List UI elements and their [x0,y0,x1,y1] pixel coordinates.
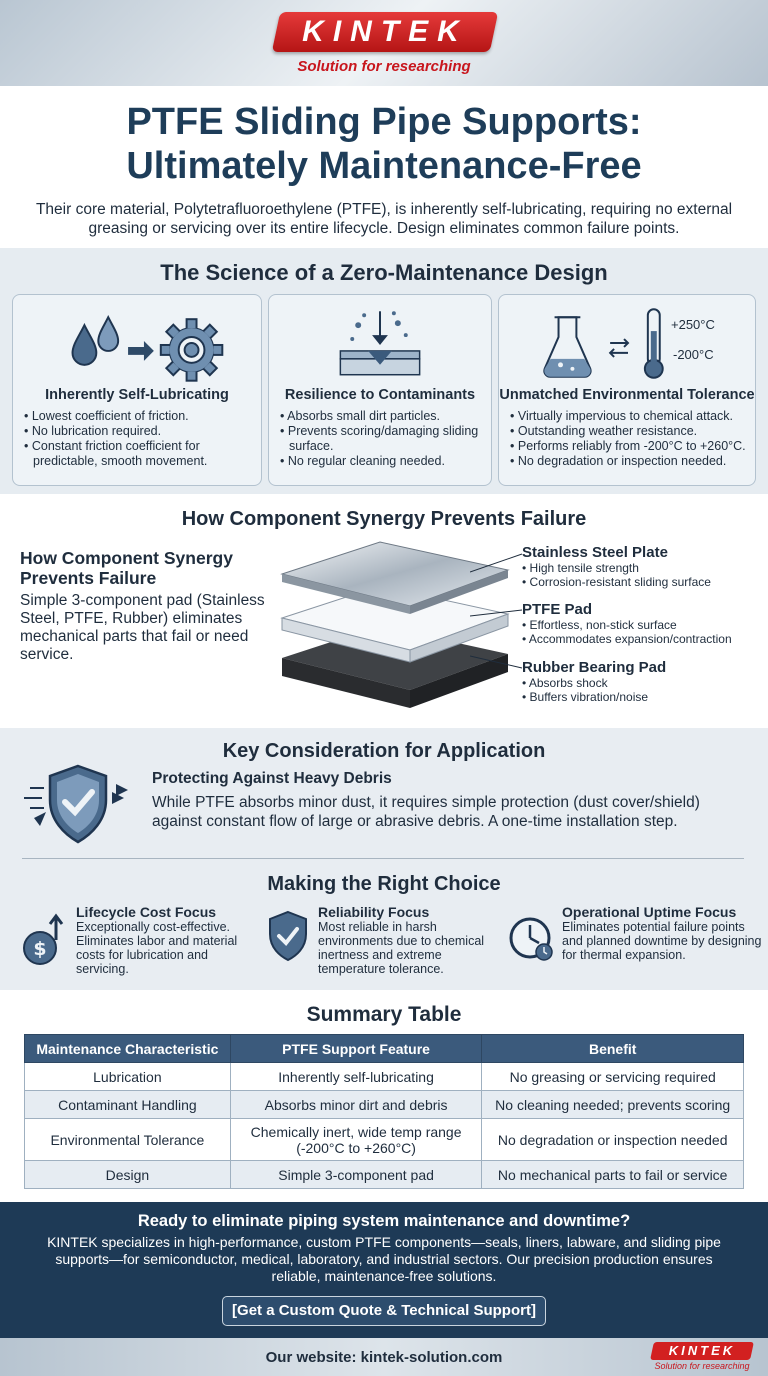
intro-text: Their core material, Polytetrafluoroethylene (PTFE), is inherently self-lubricating, requiring no external greasing or servicing over its entire lifecycle. Design eliminates common failure points. [35,201,733,237]
bullet: • Prevents scoring/damaging sliding surface. [279,424,485,454]
table-row [25,1161,744,1189]
layer-label-steel [522,544,762,589]
card-title: Inherently Self-Lubricating [45,387,229,403]
table-cell: No cleaning needed; prevents scoring [482,1091,744,1119]
footer-logo-tagline: Solution for researching [654,1361,750,1371]
column-header: Benefit [482,1035,744,1063]
layer-bullets [522,561,762,589]
table-cell: No mechanical parts to fail or service [482,1161,744,1189]
card-bullets [509,409,749,469]
card-environmental [498,294,756,486]
shield-check-icon [266,910,310,962]
bullet: • Constant friction coefficient for predictable, smooth movement. [23,439,255,469]
card-title: Resilience to Contaminants [284,387,476,403]
quote-button[interactable]: [Get a Custom Quote & Technical Support] [222,1296,546,1326]
table-cell: Design [25,1161,231,1189]
title-line-1: PTFE Sliding Pipe Supports: [126,101,642,143]
bullet: • No degradation or inspection needed. [509,454,749,469]
column-header: PTFE Support Feature [230,1035,482,1063]
table-header-row [25,1035,744,1063]
bullet: • High tensile strength [522,561,762,575]
summary-title: Summary Table [306,1003,462,1026]
synergy-subtitle: How Component Synergy Prevents Failure [20,548,233,588]
table-cell: Chemically inert, wide temp range (-200°C to +260°C) [230,1119,482,1161]
science-title: The Science of a Zero-Maintenance Design [160,260,608,285]
column-header: Maintenance Characteristic [25,1035,231,1063]
layer-leader-lines [470,548,530,678]
bullet: • Outstanding weather resistance. [509,424,749,439]
shield-check-icon [20,762,136,846]
table-row [25,1091,744,1119]
dollar-arrow-icon [22,910,68,968]
table-cell: Contaminant Handling [25,1091,231,1119]
cta-title: Ready to eliminate piping system maintenance and downtime? [137,1212,631,1230]
consideration-text: While PTFE absorbs minor dust, it requires simple protection (dust cover/shield) against constant flow of large or abrasive debris. A one-time installation step. [152,794,700,830]
choice-reliability [318,904,504,976]
summary-table [24,1034,744,1189]
table-cell: No greasing or servicing required [482,1063,744,1091]
svg-text:$: $ [33,938,47,960]
card-bullets [279,409,485,469]
footer-logo-text: KINTEK [668,1343,736,1358]
choice-title: Making the Right Choice [267,873,501,895]
table-cell: Simple 3-component pad [230,1161,482,1189]
bullet: • Virtually impervious to chemical attack. [509,409,749,424]
card-title: Unmatched Environmental Tolerance [499,387,755,403]
layer-name: Stainless Steel Plate [522,544,668,561]
bullet: • Accommodates expansion/contraction [522,632,762,646]
consideration-subtitle: Protecting Against Heavy Debris [152,770,392,787]
bullet: • Corrosion-resistant sliding surface [522,575,762,589]
table-row [25,1119,744,1161]
particles-surface-icon [269,303,491,383]
choice-title: Operational Uptime Focus [562,904,737,920]
bullet: • Lowest coefficient of friction. [23,409,255,424]
table-cell: Lubrication [25,1063,231,1091]
card-bullets [23,409,255,469]
choice-text: Exceptionally cost-effective. Eliminates labor and material costs for lubrication and servicing. [76,920,238,976]
bullet: • Absorbs shock [522,676,762,690]
table-cell: Absorbs minor dirt and debris [230,1091,482,1119]
synergy-text: Simple 3-component pad (Stainless Steel, PTFE, Rubber) eliminates mechanical parts that fail or need service. [20,592,265,663]
choice-title: Lifecycle Cost Focus [76,904,217,920]
droplets-gear-icon [13,303,261,383]
cta-text: KINTEK specializes in high-performance, custom PTFE components—seals, liners, labware, and sliding pipe supports—for semiconductor, medical, laboratory, and industrial sectors. Our precision production ensures reliable, maintenance-free solutions. [47,1234,721,1284]
clock-icon [508,912,556,964]
logo-text: KINTEK [302,15,468,48]
table-cell: Environmental Tolerance [25,1119,231,1161]
section-divider [22,858,744,859]
table-row [25,1063,744,1091]
card-self-lubricating [12,294,262,486]
layer-label-rubber [522,659,762,704]
flask-thermometer-icon [499,303,755,383]
layer-name: PTFE Pad [522,601,593,618]
bullet: • Effortless, non-stick surface [522,618,762,632]
bullet: • No lubrication required. [23,424,255,439]
layer-bullets [522,618,762,646]
choice-lifecycle [76,904,256,976]
choice-title: Reliability Focus [318,904,430,920]
bullet: • No regular cleaning needed. [279,454,485,469]
logo-tagline: Solution for researching [297,58,471,75]
bullet: • Performs reliably from -200°C to +260°C. [509,439,749,454]
temp-low-label: -200°C [673,347,714,362]
layer-name: Rubber Bearing Pad [522,659,667,676]
table-cell: No degradation or inspection needed [482,1119,744,1161]
table-cell: Inherently self-lubricating [230,1063,482,1091]
website-link[interactable]: Our website: kintek-solution.com [265,1349,503,1366]
synergy-title: How Component Synergy Prevents Failure [181,508,587,530]
choice-text: Eliminates potential failure points and planned downtime by designing for thermal expansion. [562,920,762,962]
bullet: • Buffers vibration/noise [522,690,762,704]
card-contaminants [268,294,492,486]
title-line-2: Ultimately Maintenance-Free [126,145,642,187]
bullet: • Absorbs small dirt particles. [279,409,485,424]
layer-bullets [522,676,762,704]
layer-label-ptfe [522,601,762,646]
page-title [0,100,768,188]
consideration-title: Key Consideration for Application [222,740,546,762]
choice-uptime [562,904,762,962]
temp-high-label: +250°C [671,317,715,332]
choice-text: Most reliable in harsh environments due to chemical inertness and extreme temperature tolerance. [318,920,485,976]
